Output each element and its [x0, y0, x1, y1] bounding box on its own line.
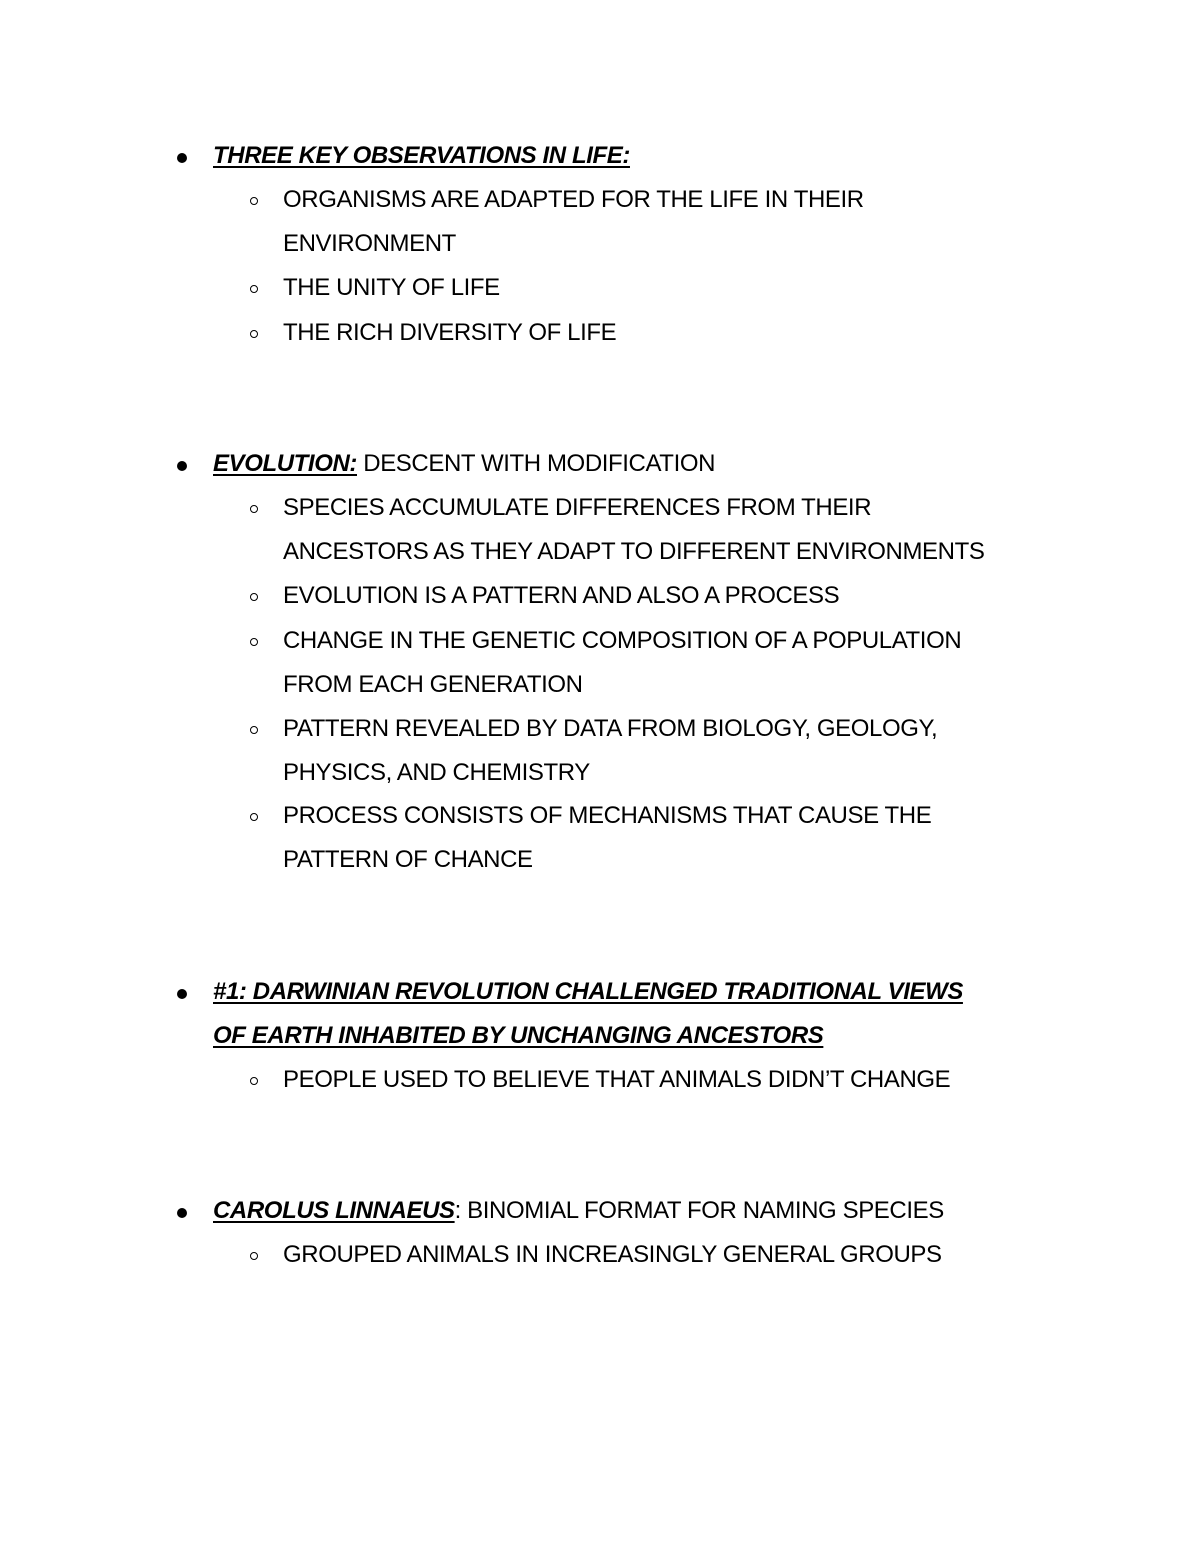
- list-item-line: GROUPED ANIMALS IN INCREASINGLY GENERAL GROUPS: [283, 1241, 942, 1268]
- section-heading: OF EARTH INHABITED BY UNCHANGING ANCESTORS: [213, 1022, 824, 1049]
- list-item-line: CHANGE IN THE GENETIC COMPOSITION OF A POPULATION: [283, 627, 962, 654]
- list-item-line: ANCESTORS AS THEY ADAPT TO DIFFERENT ENVIRONMENTS: [283, 538, 985, 565]
- circle-bullet-icon: [250, 638, 258, 646]
- circle-bullet-icon: [250, 593, 258, 601]
- circle-bullet-icon: [250, 285, 258, 293]
- section-heading: EVOLUTION: DESCENT WITH MODIFICATION: [213, 450, 716, 477]
- list-item-line: EVOLUTION IS A PATTERN AND ALSO A PROCESS: [283, 582, 840, 609]
- list-item-line: ORGANISMS ARE ADAPTED FOR THE LIFE IN THEIR: [283, 186, 864, 213]
- circle-bullet-icon: [250, 197, 258, 205]
- section-heading: THREE KEY OBSERVATIONS IN LIFE:: [213, 142, 630, 169]
- list-item-line: THE RICH DIVERSITY OF LIFE: [283, 319, 617, 346]
- section-heading: CAROLUS LINNAEUS: BINOMIAL FORMAT FOR NAMING SPECIES: [213, 1197, 944, 1224]
- bullet-icon: [177, 1208, 187, 1218]
- circle-bullet-icon: [250, 330, 258, 338]
- bullet-icon: [177, 989, 187, 999]
- bullet-icon: [177, 461, 187, 471]
- circle-bullet-icon: [250, 505, 258, 513]
- circle-bullet-icon: [250, 726, 258, 734]
- list-item-line: PATTERN REVEALED BY DATA FROM BIOLOGY, GEOLOGY,: [283, 715, 938, 742]
- circle-bullet-icon: [250, 1252, 258, 1260]
- list-item-line: PATTERN OF CHANCE: [283, 846, 533, 873]
- circle-bullet-icon: [250, 813, 258, 821]
- list-item-line: FROM EACH GENERATION: [283, 671, 583, 698]
- list-item-line: SPECIES ACCUMULATE DIFFERENCES FROM THEIR: [283, 494, 872, 521]
- circle-bullet-icon: [250, 1077, 258, 1085]
- list-item-line: PROCESS CONSISTS OF MECHANISMS THAT CAUSE THE: [283, 802, 932, 829]
- section-heading: #1: DARWINIAN REVOLUTION CHALLENGED TRADITIONAL VIEWS: [213, 978, 963, 1005]
- bullet-icon: [177, 153, 187, 163]
- list-item-line: THE UNITY OF LIFE: [283, 274, 500, 301]
- list-item-line: ENVIRONMENT: [283, 230, 456, 257]
- list-item-line: PEOPLE USED TO BELIEVE THAT ANIMALS DIDN’T CHANGE: [283, 1066, 951, 1093]
- list-item-line: PHYSICS, AND CHEMISTRY: [283, 759, 590, 786]
